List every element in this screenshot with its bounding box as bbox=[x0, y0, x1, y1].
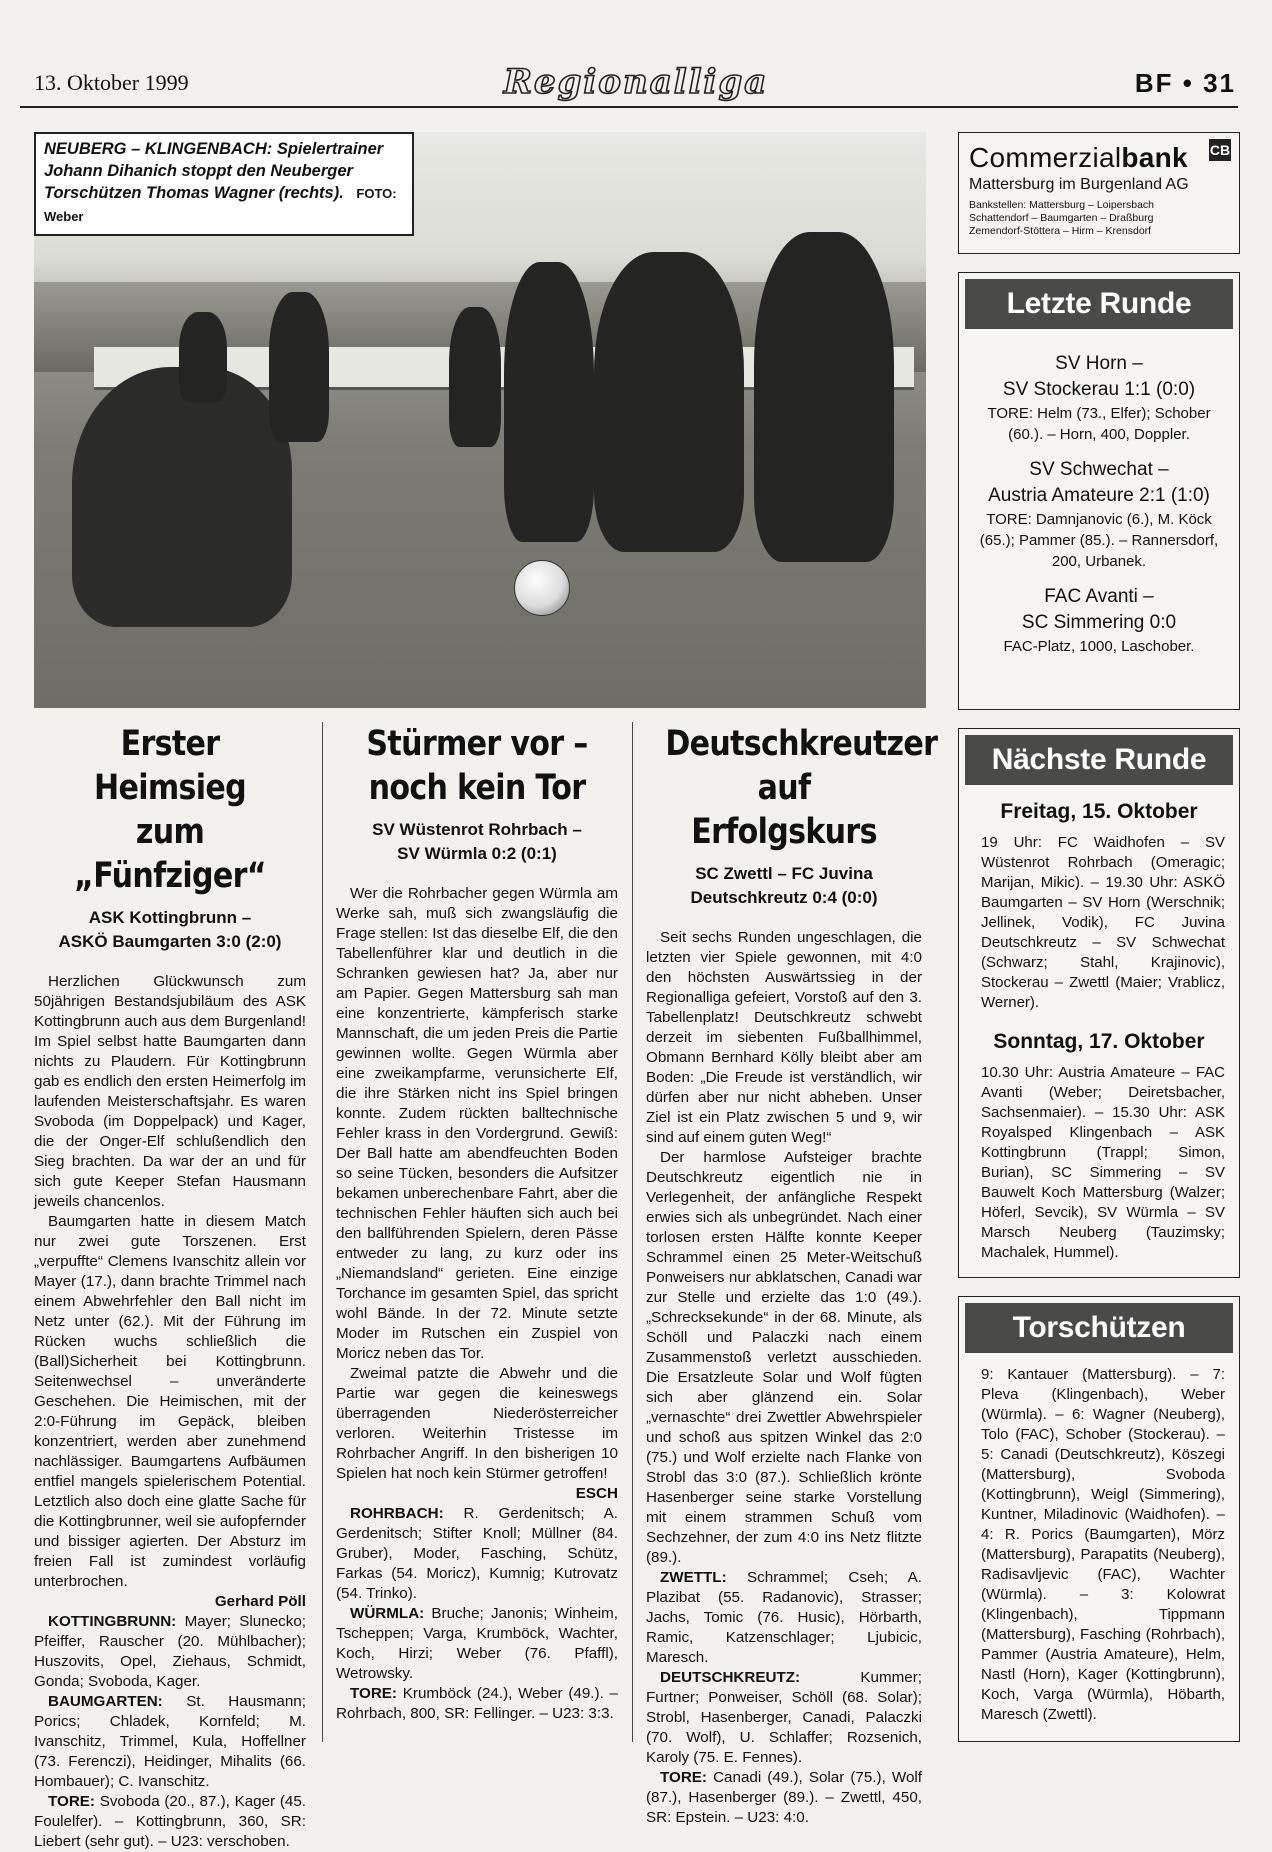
photo-player bbox=[594, 252, 744, 552]
lineup-line: ROHRBACH: R. Gerdenitsch; A. Gerdenitsch; Stifter Knoll; Müllner (84. Gruber), Moder, Fasching, Schütz, Farkas (54. Moricz), Kumnig; Kutrovatz (54. Trinko). bbox=[336, 1505, 618, 1602]
article-body bbox=[646, 928, 922, 1828]
article-headline: Stürmer vor – noch kein Tor bbox=[366, 724, 588, 808]
page-number: BF • 31 bbox=[1134, 68, 1236, 98]
photo-player bbox=[504, 262, 594, 542]
article-headline: Deutschkreutzer auf Erfolgskurs bbox=[665, 724, 938, 852]
photo-credit: FOTO: Weber bbox=[44, 186, 397, 224]
box-title: Nächste Runde bbox=[965, 735, 1233, 785]
sponsor-ad bbox=[958, 132, 1240, 254]
paragraph: Wer die Rohrbacher gegen Würmla am Werke sah, muß sich zwangsläufig die Frage stellen: Ist das dieselbe Elf, die den Tabellenführer klar und deutlich in die Schranken gewiesen hat? Ja, aber nur am Papier. Gegen Mattersburg sah man eine konzentrierte, kämpferisch starke Mannschaft, die um jeden Preis die Partie gewinnen wollte. Gegen Würmla aber eine zweikampfarme, verunsicherte Elf, die ihre Stärken nicht ins Spiel bringen konnte. Zudem rückten balltechnische Fehler krass in den Vordergrund. Gewiß: Der Ball hatte am abendfeuchten Boden so seine Tücken, besonders die Aufsitzer bekamen unberechenbare Fahrt, aber die technischen Fehler häuften sich auch bei den ballführenden Spielern, deren Pässe entweder zu lang, zu kurz oder ins „Niemandsland“ gerieten. Eine einzige Torchance im gesamten Spiel, das spricht wohl Bände. In der 72. Minute setzte Moder im Rutschen ein Zuspiel von Moricz neben das Tor. bbox=[336, 885, 618, 1362]
article-author: Gerhard Pöll bbox=[214, 1593, 306, 1610]
article-headline: Erster Heimsieg zum „Fünfziger“ bbox=[74, 724, 266, 896]
article-body bbox=[34, 972, 306, 1852]
paragraph: Baumgarten hatte in diesem Match nur zwei gute Torszenen. Erst „verpuffte“ Clemens Ivanschitz allein vor Mayer (17.), dann brachte Trimmel nach einem Abwehrfehler den Ball nicht im Netz unter (62.). Mit der Führung im Rücken wuchs schließlich die (Ball)Sicherheit bei Kottingbrunn. Seitenwechsel – unveränderte Geschehen. Die Heimischen, mit der 2:0-Führung im Gepäck, bleiben konzentriert, werden aber zunehmend nachlässiger. Baumgartens Aufbäumen entfiel mangels spielerischem Potential. Letztlich also doch eine glatte Sache für die Kottingbrunner, weil sie aufopfernder und bissiger agierten. Der Absturz im freien Fall ist zumindest vorläufig unterbrochen. bbox=[34, 1213, 306, 1590]
photo-caption bbox=[34, 132, 414, 236]
article-rohrbach bbox=[336, 722, 618, 1724]
photo-goalkeeper bbox=[72, 367, 292, 627]
bank-logo-icon: CB bbox=[1209, 139, 1231, 161]
lineup-line: WÜRMLA: Bruche; Janonis; Winheim, Tscheppen; Varga, Krumböck, Wachter, Koch, Hirzi; Weber (76. Pfaffl), Wetrowsky. bbox=[336, 1605, 618, 1682]
photo-player bbox=[269, 292, 329, 442]
scorers-list: 9: Kantauer (Mattersburg). – 7: Pleva (Klingenbach), Weber (Würmla). – 6: Wagner (Neuberg), Tolo (FAC), Schober (Stockerau). – 5: Canadi (Deutschkreutz), Köszegi (Mattersburg), Svoboda (Kottingbrunn), Weigl (Simmering), Kuntner, Miladinovic (Waidhofen). – 4: R. Porics (Baumgarten), Mörz (Mattersburg), Parapatits (Neuberg), Radisavljevic (FAC), Wachter (Würmla). – 3: Kolowrat (Klingenbach), Tippmann (Mattersburg), Fasching (Rohrbach), Pammer (Austria Amateure), Helm, Nastl (Horn), Kager (Kottingbrunn), Koch, Varga (Würmla), Höbarth, Maresch (Zwettl). bbox=[981, 1366, 1225, 1723]
schedule-text: 10.30 Uhr: Austria Amateure – FAC Avanti (Weber; Deiretsbacher, Sachsenmaier). – 15.30 Uhr: ASK Royalsped Klingenbach – ASK Kottingbrunn (Trappl; Simon, Burian), SC Simmering – SV Bauwelt Koch Mattersburg (Walzer; Höferl, Sevcik), SV Würmla – SV Marsch Neuberg (Tauzimsky; Machalek, Hummel). bbox=[981, 1064, 1225, 1261]
article-match-result: SV Wüstenrot Rohrbach – SV Würmla 0:2 (0:1) bbox=[372, 820, 582, 863]
article-body bbox=[336, 884, 618, 1724]
bank-branches: Schattendorf – Baumgarten – Draßburg bbox=[969, 212, 1154, 224]
photo-player bbox=[449, 307, 501, 447]
lineup-line: BAUMGARTEN: St. Hausmann; Porics; Chladek, Kornfeld; M. Ivanschitz, Trimmel, Kula, Hoffellner (73. Ferenczi), Heidinger, Mihalits (66. Hombauer); C. Ivanschitz. bbox=[34, 1693, 306, 1790]
photo-football bbox=[514, 560, 570, 616]
article-author: ESCH bbox=[575, 1485, 618, 1502]
bank-location: Mattersburg im Burgenland AG bbox=[969, 176, 1189, 193]
bank-branches: Bankstellen: Mattersburg – Loipersbach bbox=[969, 199, 1155, 211]
last-round-box bbox=[958, 272, 1240, 710]
paragraph: Seit sechs Runden ungeschlagen, die letzten vier Spiele gewonnen, mit 4:0 den höchsten Auswärtssieg in der Regionalliga gefeiert, Vorstoß auf den 3. Tabellenplatz! Deutschkreutz schwebt derzeit im siebenten Fußballhimmel, Obmann Bernhard Kölly bleibt aber am Boden: „Die Freude ist verständlich, wir dürfen aber nur nicht abheben. Unser Ziel ist ein Platz zwischen 5 und 9, wir sind auf einem guten Weg!“ bbox=[646, 929, 922, 1146]
result-item: SV Schwechat – Austria Amateure 2:1 (1:0) TORE: Damnjanovic (6.), M. Köck (65.); Pammer (85.). – Rannersdorf, 200, Urbanek. bbox=[979, 459, 1219, 570]
bank-name: Commerzialbank bbox=[969, 142, 1188, 173]
schedule-day: Sonntag, 17. Oktober bbox=[993, 1030, 1205, 1053]
photo-player bbox=[754, 232, 894, 562]
box-title: Letzte Runde bbox=[965, 279, 1233, 329]
header-rule bbox=[20, 106, 1238, 108]
lineup-line: TORE: Svoboda (20., 87.), Kager (45. Foulelfer). – Kottingbrunn, 360, SR: Liebert (sehr gut). – U23: verschoben. bbox=[34, 1793, 306, 1850]
issue-date: 13. Oktober 1999 bbox=[34, 70, 189, 95]
paragraph: Herzlichen Glückwunsch zum 50jährigen Bestandsjubiläum des ASK Kottingbrunn auch aus dem Burgenland! Im Spiel selbst hatte Baumgarten dann nichts zu Plaudern. Für Kottingbrunn gab es endlich den ersten Heimerfolg im laufenden Meisterschaftsjahr. Es waren Svoboda (im Doppelpack) und Kager, die der Onger-Elf schlußendlich den Sieg brachten. Da war der an und für sich gute Keeper Stefan Hausmann jeweils chancenlos. bbox=[34, 973, 306, 1210]
schedule-text: 19 Uhr: FC Waidhofen – SV Wüstenrot Rohrbach (Omeragic; Marijan, Mikic). – 19.30 Uhr: ASKÖ Baumgarten – SV Horn (Werschnik; Jellinek, Vodik), FC Juvina Deutschkreutz – SV Schwechat (Schwarz; Stahl, Krajinovic), Stockerau – Zwettl (Maier; Vrablicz, Werner). bbox=[981, 834, 1225, 1011]
schedule-day: Freitag, 15. Oktober bbox=[1000, 800, 1198, 823]
lineup-line: DEUTSCHKREUTZ: Kummer; Furtner; Ponweiser, Schöll (68. Solar); Strobl, Hasenberger, Canadi, Palaczki (70. Wolf), U. Schlaffer; Rozsenich, Karoly (75. E. Fennes). bbox=[646, 1669, 922, 1766]
article-match-result: ASK Kottingbrunn – ASKÖ Baumgarten 3:0 (2:0) bbox=[58, 908, 282, 951]
section-title: Regionalliga bbox=[503, 62, 769, 102]
photo-referee bbox=[179, 312, 227, 402]
paragraph: Zweimal patzte die Abwehr und die Partie war gegen die keineswegs überragenden Niederösterreicher verloren. Weiterhin Tristesse im Rohrbacher Angriff. In den bisherigen 10 Spielen hat noch kein Stürmer getroffen! bbox=[336, 1365, 618, 1482]
paragraph: Der harmlose Aufsteiger brachte Deutschkreutz eigentlich nie in Verlegenheit, der anfängliche Respekt erwies sich als unbegründet. Nach einer torlosen ersten Hälfte konnte Keeper Schrammel einen 25 Meter-Weitschuß Ponweisers nur abklatschen, Canadi war zur Stelle und erzielte das 1:0 (49.). „Schrecksekunde“ in der 68. Minute, als Schöll und Palaczki nach einem Zusammenstoß verletzt ausschieden. Die Ersatzleute Solar und Wolf fügten sich aber glänzend ein. Solar „vernaschte“ drei Zwettler Abwehrspieler und schoß aus spitzen Winkel das 2:0 (75.) und Wolf erzielte nach Flanke von Strobl das 3:0 (87.). Schließlich krönte Hasenberger seine starke Vorstellung mit einem strammen Schuß vom Sechzehner, der zum 4:0 ins Netz flitzte (89.). bbox=[646, 1149, 922, 1566]
bank-branches: Zemendorf-Stöttera – Hirm – Krensdorf bbox=[969, 225, 1152, 237]
box-title: Torschützen bbox=[965, 1303, 1233, 1353]
top-scorers-box bbox=[958, 1296, 1240, 1742]
lineup-line: TORE: Canadi (49.), Solar (75.), Wolf (87.), Hasenberger (89.). – Zwettl, 450, SR: Epstein. – U23: 4:0. bbox=[646, 1769, 922, 1826]
article-kottingbrunn bbox=[34, 722, 306, 1852]
next-round-box bbox=[958, 728, 1240, 1278]
result-item: SV Horn – SV Stockerau 1:1 (0:0) TORE: Helm (73., Elfer); Schober (60.). – Horn, 400, Doppler. bbox=[987, 353, 1211, 443]
result-item: FAC Avanti – SC Simmering 0:0 FAC-Platz, 1000, Laschober. bbox=[1003, 586, 1195, 655]
article-deutschkreutz bbox=[646, 722, 938, 1828]
article-match-result: SC Zwettl – FC Juvina Deutschkreutz 0:4 (0:0) bbox=[690, 864, 878, 907]
column-rule bbox=[632, 722, 633, 1742]
lineup-line: KOTTINGBRUNN: Mayer; Slunecko; Pfeiffer, Rauscher (20. Mühlbacher); Huszovits, Opel, Ziehaus, Schmidt, Gonda; Svoboda, Kager. bbox=[34, 1613, 306, 1690]
lineup-line: TORE: Krumböck (24.), Weber (49.). – Rohrbach, 800, SR: Fellinger. – U23: 3:3. bbox=[336, 1685, 618, 1722]
column-rule bbox=[322, 722, 323, 1742]
lineup-line: ZWETTL: Schrammel; Cseh; A. Plazibat (55. Radanovic), Strasser; Jachs, Tomic (76. Husic), Hörbarth, Ramic, Katzenschlager; Ljubicic, Maresch. bbox=[646, 1569, 922, 1666]
photo-caption-text: NEUBERG – KLINGENBACH: Spielertrainer Johann Dihanich stoppt den Neuberger Torschützen Thomas Wagner (rechts). bbox=[44, 140, 384, 202]
